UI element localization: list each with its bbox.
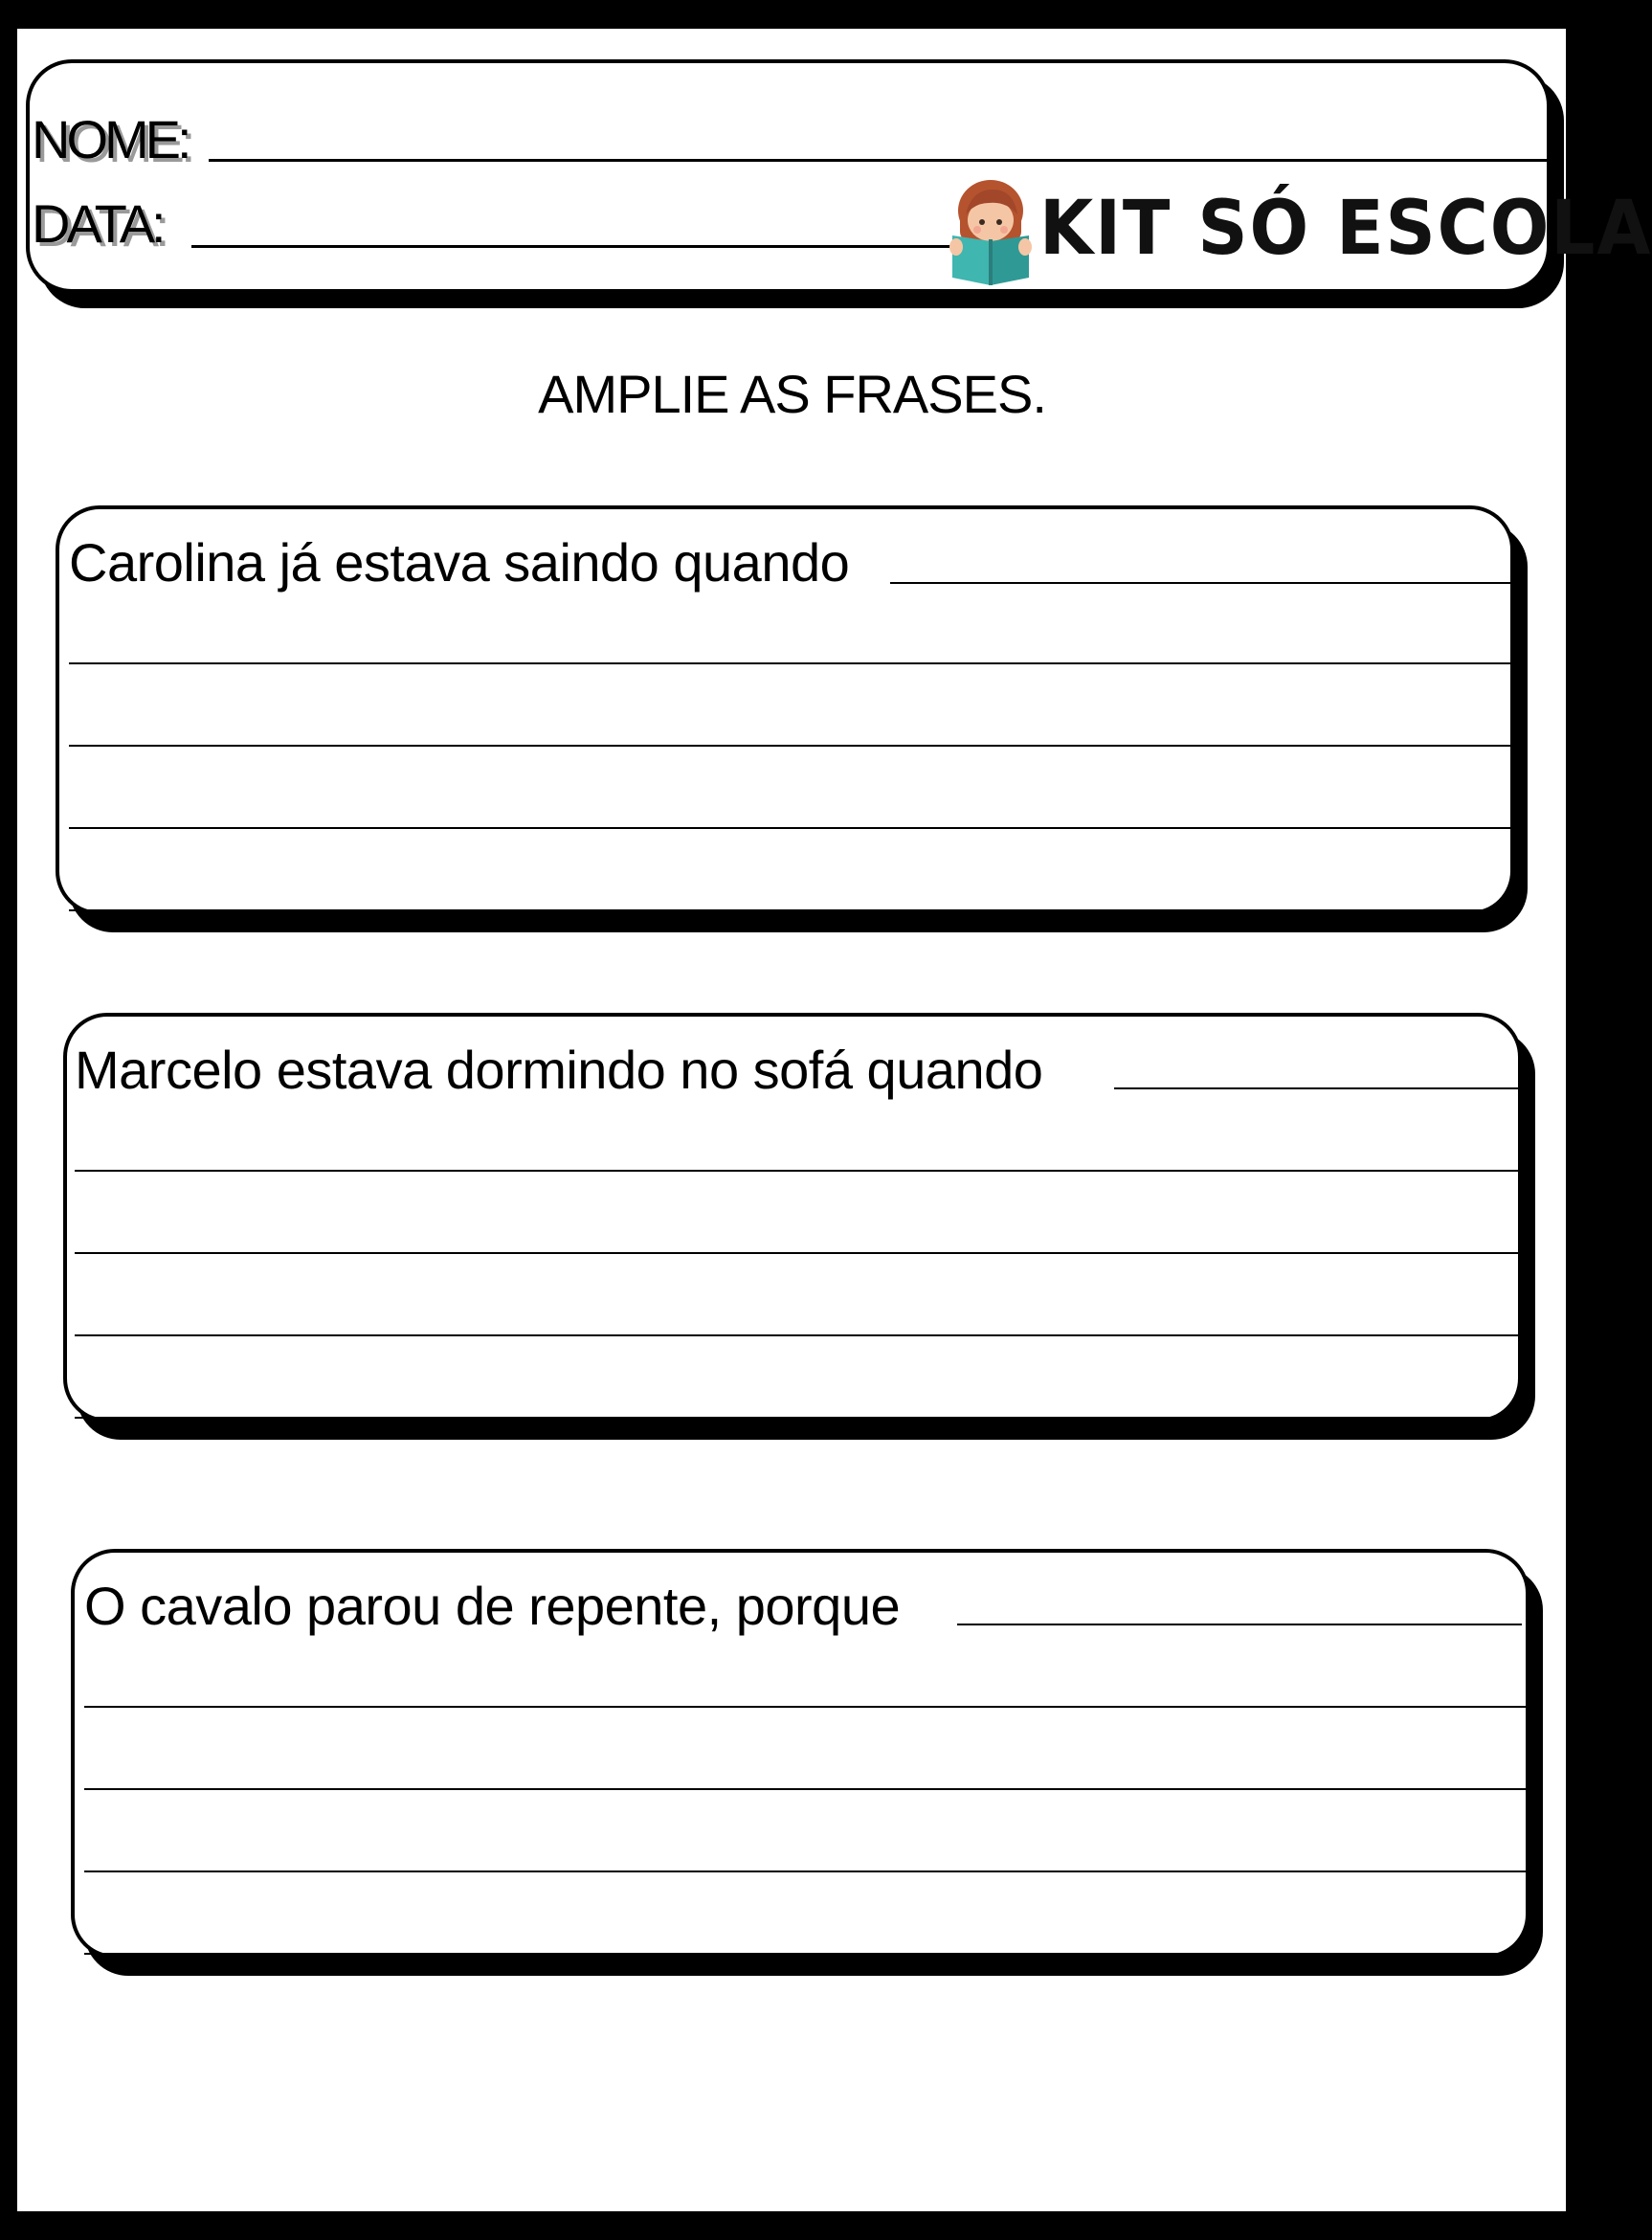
answer-line[interactable] bbox=[957, 1624, 1522, 1625]
answer-line[interactable] bbox=[75, 1417, 1518, 1419]
answer-line[interactable] bbox=[84, 1953, 1528, 1955]
question-prompt-2: Marcelo estava dormindo no sofá quando bbox=[75, 1043, 1046, 1097]
logo-text: KIT SÓ ESCOLA bbox=[1039, 186, 1652, 272]
name-field-line[interactable] bbox=[209, 159, 1551, 162]
answer-line[interactable] bbox=[84, 1788, 1528, 1790]
answer-line[interactable] bbox=[890, 582, 1510, 584]
question-prompt-3: O cavalo parou de repente, porque bbox=[84, 1579, 904, 1633]
date-field-line[interactable] bbox=[191, 245, 957, 248]
answer-line[interactable] bbox=[75, 1252, 1518, 1254]
answer-line[interactable] bbox=[69, 909, 1512, 911]
question-prompt-1: Carolina já estava saindo quando bbox=[69, 536, 853, 590]
answer-line[interactable] bbox=[75, 1170, 1518, 1172]
answer-line[interactable] bbox=[84, 1706, 1528, 1708]
answer-line[interactable] bbox=[84, 1870, 1528, 1872]
answer-line[interactable] bbox=[75, 1334, 1518, 1336]
date-label: DATA: bbox=[32, 193, 163, 254]
instruction-title: AMPLIE AS FRASES. bbox=[538, 364, 1046, 424]
answer-line[interactable] bbox=[69, 827, 1512, 829]
answer-line[interactable] bbox=[69, 745, 1512, 747]
answer-line[interactable] bbox=[69, 662, 1512, 664]
answer-line[interactable] bbox=[1114, 1087, 1518, 1089]
name-label: NOME: bbox=[32, 109, 189, 169]
